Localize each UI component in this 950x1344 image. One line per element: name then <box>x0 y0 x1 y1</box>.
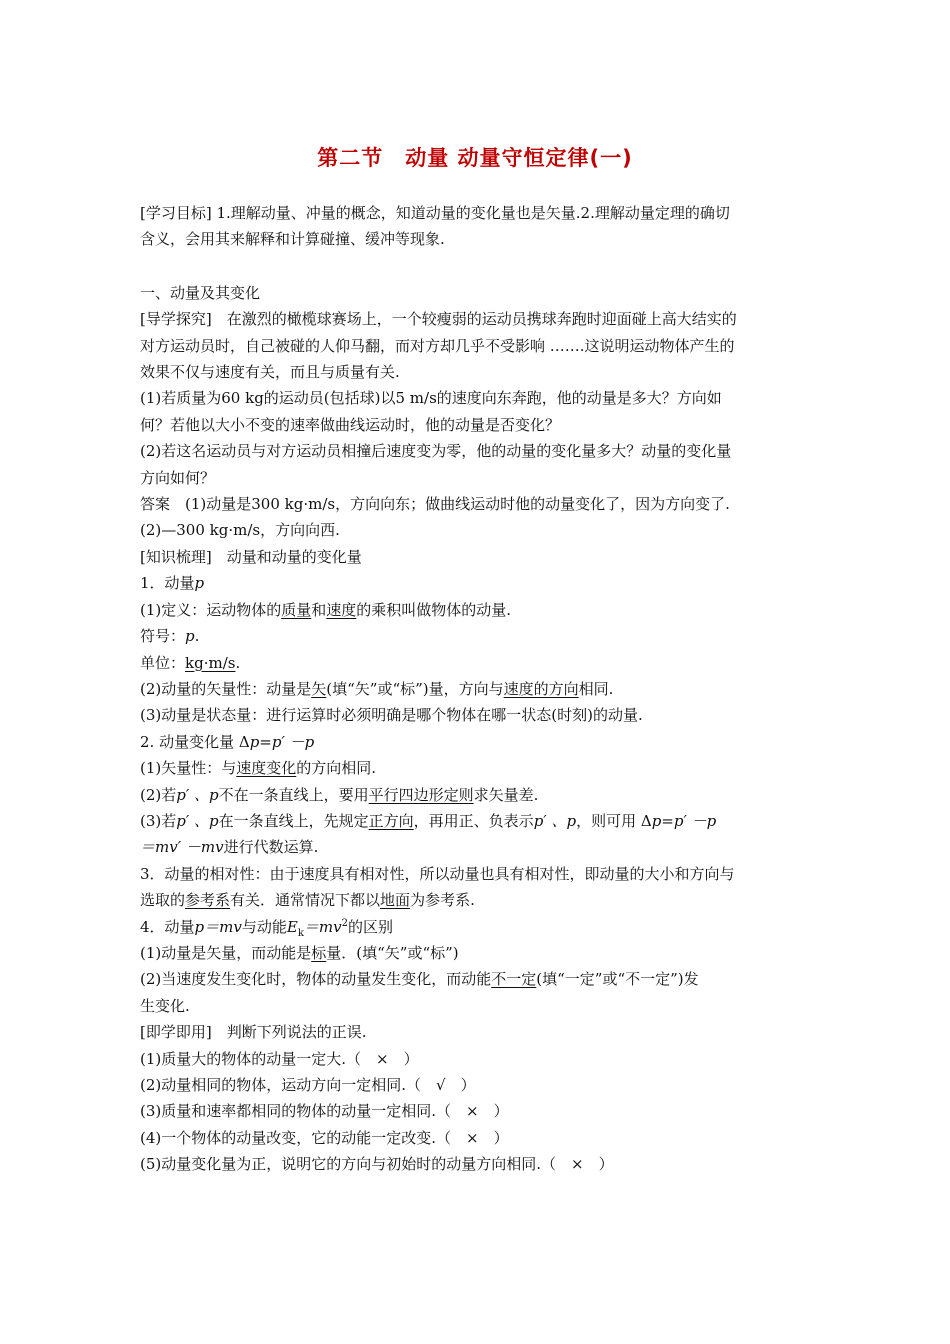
practice-heading: [即学即用] 判断下列说法的正误. <box>140 1023 367 1042</box>
kinetic-point-1: (1)动量是矢量，而动能是标量．(填“矢”或“标”) <box>140 943 459 962</box>
learning-goals-line-2: 含义，会用其来解释和计算碰撞、缓冲等现象. <box>140 230 445 249</box>
relativity-line-2: 选取的参考系有关．通常情况下都以地面为参考系. <box>140 891 475 910</box>
question-1-line-2: 何？若他以大小不变的速率做曲线运动时，他的动量是否变化？ <box>140 415 561 434</box>
answer-line-1: 答案 (1)动量是300 kg·m/s，方向向东；做曲线运动时他的动量变化了，因为方向变了. <box>140 495 730 514</box>
document-body <box>140 200 816 1178</box>
momentum-point-1: 1．动量p <box>140 574 205 593</box>
momentum-vector: (2)动量的矢量性：动量是矢(填“矢”或“标”)量，方向与速度的方向相同. <box>140 679 614 698</box>
change-vector: (1)矢量性：与速度变化的方向相同. <box>140 759 377 778</box>
knowledge-heading: [知识梳理] 动量和动量的变化量 <box>140 547 362 566</box>
section-heading: 一、动量及其变化 <box>140 283 261 302</box>
practice-item: (2)动量相同的物体，运动方向一定相同.（ √ ） <box>140 1076 476 1094</box>
momentum-definition: (1)定义：运动物体的质量和速度的乘积叫做物体的动量. <box>140 600 512 619</box>
practice-item: (4)一个物体的动量改变，它的动能一定改变.（ × ） <box>140 1128 509 1147</box>
page-title: 第二节 动量 动量守恒定律(一) <box>317 146 633 170</box>
learning-goals-line-1: [学习目标] 1.理解动量、冲量的概念，知道动量的变化量也是矢量.2.理解动量定理的确切 <box>140 204 730 222</box>
momentum-state: (3)动量是状态量：进行运算时必须明确是哪个物体在哪一状态(时刻)的动量. <box>140 706 643 725</box>
practice-item: (5)动量变化量为正，说明它的方向与初始时的动量方向相同.（ × ） <box>140 1155 614 1174</box>
question-2-line-1: (2)若这名运动员与对方运动员相撞后速度变为零，他的动量的变化量多大？动量的变化量 <box>140 442 732 461</box>
kinetic-point-2: (2)当速度发生变化时，物体的动量发生变化，而动能不一定(填“一定”或“不一定”)发 <box>140 970 699 989</box>
practice-item: (3)质量和速率都相同的物体的动量一定相同.（ × ） <box>140 1102 509 1121</box>
guide-line-1: [导学探究] 在激烈的橄榄球赛场上，一个较瘦弱的运动员携球奔跑时迎面碰上高大结实的 <box>140 310 737 329</box>
momentum-vs-kinetic: 4．动量p＝mv与动能$E_k=mv^2$的区别 <box>140 917 393 939</box>
momentum-change-heading: 2. 动量变化量 Δp=p′ －p <box>140 732 315 751</box>
change-not-collinear: (2)若p′ 、p不在一条直线上，要用平行四边形定则求矢量差. <box>140 785 539 804</box>
question-2-line-2: 方向如何？ <box>140 468 216 487</box>
change-collinear-cont: ＝mv′ －mv进行代数运算. <box>140 838 319 857</box>
practice-item: (1)质量大的物体的动量一定大.（ × ） <box>140 1049 419 1068</box>
change-collinear: (3)若p′ 、p在一条直线上，先规定正方向，再用正、负表示p′ 、p，则可用 Δp=p′ －p <box>140 811 717 830</box>
relativity-line-1: 3．动量的相对性：由于速度具有相对性，所以动量也具有相对性，即动量的大小和方向与 <box>140 864 735 883</box>
momentum-symbol: 符号：p. <box>140 627 200 646</box>
answer-line-2: (2)—300 kg·m/s，方向向西. <box>140 521 340 540</box>
kinetic-point-2-cont: 生变化. <box>140 996 190 1015</box>
guide-line-2: 对方运动员时，自己被碰的人仰马翻，而对方却几乎不受影响 …….这说明运动物体产生的 <box>140 336 735 355</box>
momentum-unit: 单位：kg·m/s. <box>140 653 241 672</box>
question-1-line-1: (1)若质量为60 kg的运动员(包括球)以5 m/s的速度向东奔跑，他的动量是多大？方向如 <box>140 389 722 408</box>
guide-line-3: 效果不仅与速度有关，而且与质量有关. <box>140 363 400 382</box>
